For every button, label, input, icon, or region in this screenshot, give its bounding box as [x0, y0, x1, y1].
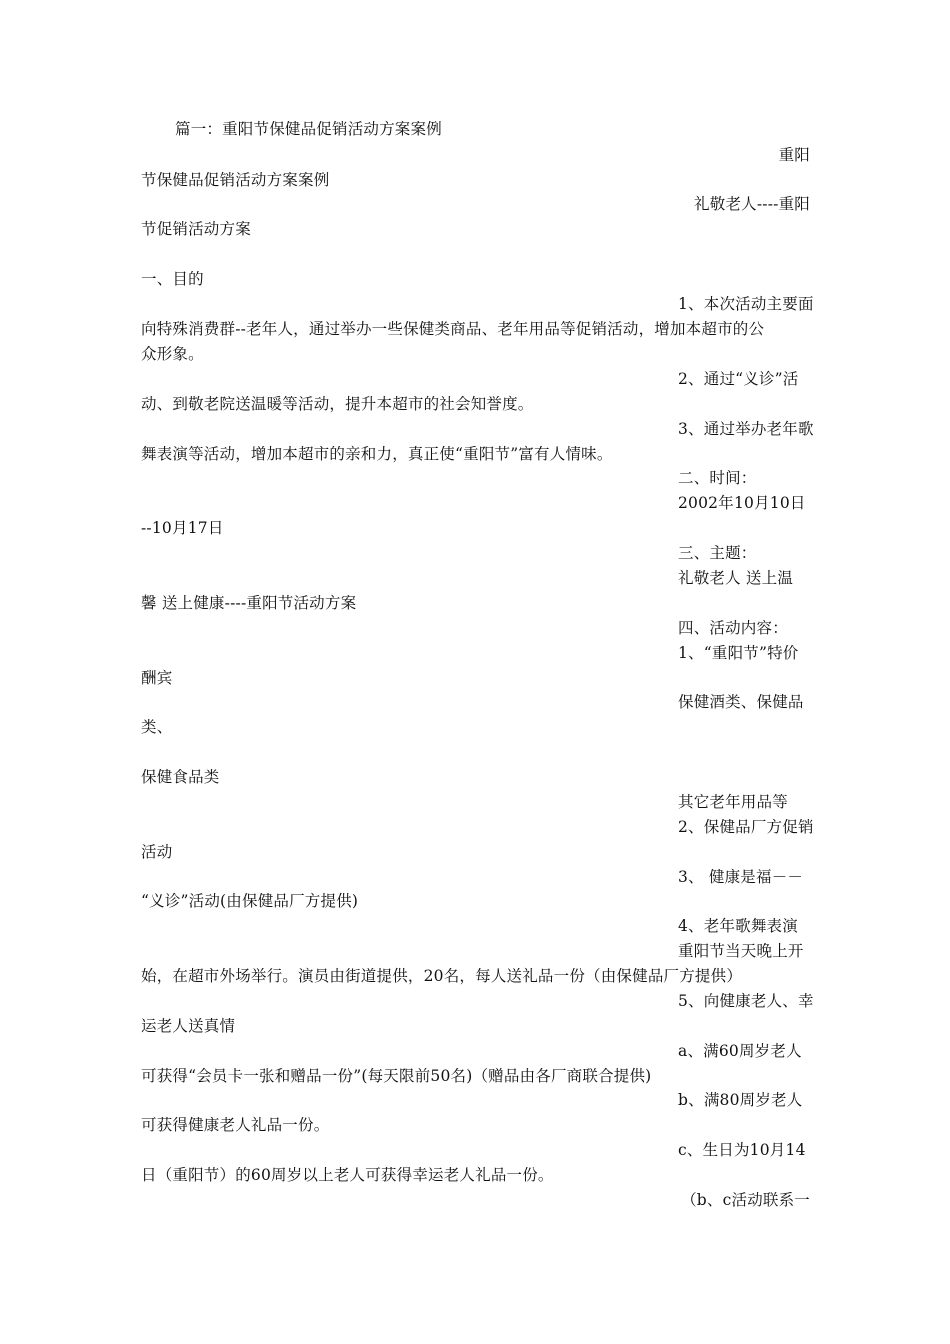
- text-line: 4、老年歌舞表演: [678, 917, 798, 935]
- text-line: 其它老年用品等: [678, 793, 788, 811]
- document-title: 篇一：重阳节保健品促销活动方案案例: [175, 120, 442, 138]
- text-line: b、满80周岁老人: [678, 1091, 803, 1109]
- text-line: “义诊”活动(由保健品厂方提供): [141, 892, 359, 910]
- text-line: 酬宾: [141, 669, 173, 687]
- text-line: 礼敬老人----重阳: [694, 195, 810, 213]
- text-line: 舞表演等活动，增加本超市的亲和力，真正使“重阳节”富有人情味。: [141, 445, 613, 463]
- section-heading: 二、时间：: [678, 469, 757, 487]
- section-heading: 一、目的: [141, 270, 204, 288]
- text-line: 重阳: [778, 146, 810, 164]
- text-line: 礼敬老人 送上温: [678, 569, 794, 587]
- text-line: 类、: [141, 718, 173, 736]
- text-line: 活动: [141, 843, 173, 861]
- text-line: 3、 健康是福－－: [678, 868, 804, 886]
- text-line: --10月17日: [141, 519, 224, 537]
- text-line: 日（重阳节）的60周岁以上老人可获得幸运老人礼品一份。: [141, 1166, 554, 1184]
- text-line: 2、通过“义诊”活: [678, 370, 799, 388]
- text-line: 2、保健品厂方促销: [678, 818, 814, 836]
- text-line: a、满60周岁老人: [678, 1042, 802, 1060]
- text-line: 可获得健康老人礼品一份。: [141, 1116, 330, 1134]
- text-line: 运老人送真情: [141, 1017, 236, 1035]
- section-heading: 三、主题：: [678, 544, 757, 562]
- text-line: 2002年10月10日: [678, 494, 806, 512]
- text-line: 节保健品促销活动方案案例: [141, 171, 330, 189]
- text-line: 可获得“会员卡一张和赠品一份”(每天限前50名)（赠品由各厂商联合提供): [141, 1067, 652, 1085]
- text-line: 众形象。: [141, 345, 204, 363]
- text-line: 始，在超市外场举行。演员由街道提供，20名，每人送礼品一份（由保健品厂方提供）: [141, 967, 743, 985]
- text-line: 保健食品类: [141, 768, 220, 786]
- section-heading: 四、活动内容：: [678, 619, 788, 637]
- text-line: 1、本次活动主要面: [678, 295, 814, 313]
- text-line: 节促销活动方案: [141, 220, 251, 238]
- text-line: c、生日为10月14: [678, 1141, 806, 1159]
- text-line: 动、到敬老院送温暖等活动，提升本超市的社会知誉度。: [141, 395, 534, 413]
- text-line: 1、“重阳节”特价: [678, 644, 799, 662]
- text-line: 重阳节当天晚上开: [678, 942, 804, 960]
- text-line: 保健酒类、保健品: [678, 693, 804, 711]
- text-line: 3、通过举办老年歌: [678, 420, 814, 438]
- text-line: 向特殊消费群--老年人，通过举办一些保健类商品、老年用品等促销活动，增加本超市的公: [141, 320, 765, 338]
- text-line: 5、向健康老人、幸: [678, 992, 814, 1010]
- text-line: 馨 送上健康----重阳节活动方案: [141, 594, 357, 612]
- text-line: （b、c活动联系一: [681, 1191, 810, 1209]
